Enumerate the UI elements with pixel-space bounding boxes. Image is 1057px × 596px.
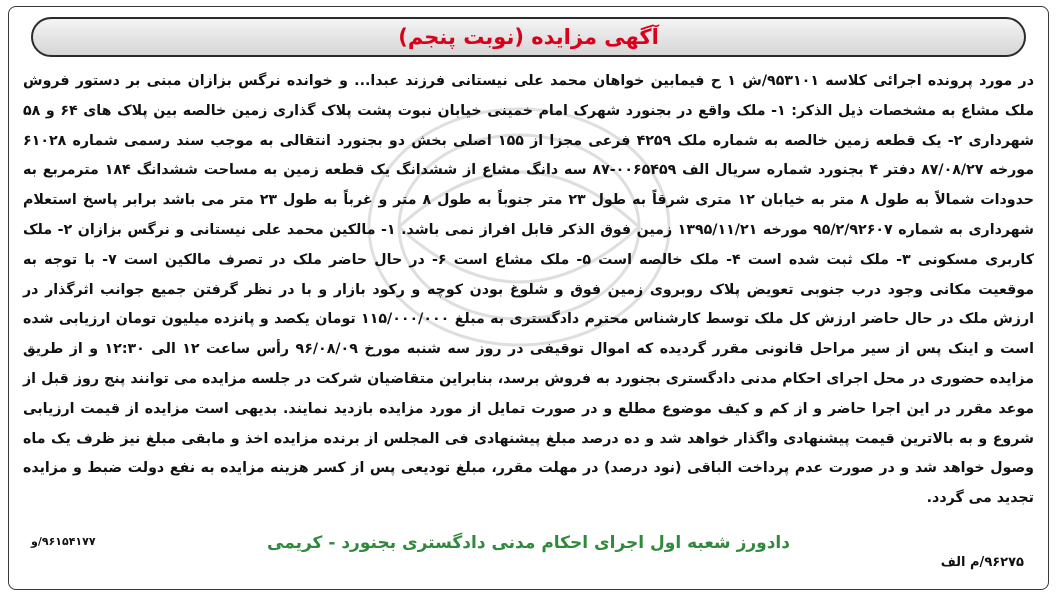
- reference-number-right: ۹۶۲۷۵/م الف: [940, 555, 1024, 570]
- notice-frame: [8, 6, 1049, 590]
- notice-footer: [23, 533, 1034, 579]
- title-bar: [31, 17, 1026, 57]
- issuing-authority: دادورز شعبه اول اجرای احکام مدنی دادگستری بجنورد - کریمی: [267, 533, 790, 553]
- notice-body-text: در مورد پرونده اجرائی کلاسه ۹۵۳۱۰۱/ش ۱ ح فیمابین خواهان محمد علی نیستانی فرزند عبدا... و خوانده نرگس بزازان مبنی بر دستور فروش ملک مشاع به مشخصات ذیل الذکر: ۱- ملک واقع در بجنورد شهرک امام خمینی خیابان نبوت پشت پلاک گذاری زمین خالصه بین پلاک های ۶۴ و ۵۸ شهرداری ۲- یک قطعه زمین خالصه به شماره ملک ۴۲۵۹ فرعی مجزا از ۱۵۵ اصلی بخش دو بجنورد انتقالی به موجب سند رسمی شماره ۶۱۰۲۸ مورخه ۸۷/۰۸/۲۷ دفتر ۴ بجنورد شماره سریال الف ۰۰۶۵۴۵۹-۸۷ سه دانگ مشاع از ششدانگ یک قطعه زمین به مساحت ششدانگ ۱۸۴ مترمربع به حدودات شمالاً به طول ۸ متر به خیابان ۱۲ متری شرقاً به طول ۲۳ متر جنوباً به طول ۸ متر و غرباً به طول ۲۳ متر می باشد برابر پاسخ استعلام شهرداری به شماره ۹۵/۲/۹۲۶۰۷ مورخه ۱۳۹۵/۱۱/۲۱ زمین فوق الذکر قابل افراز نمی باشد. ۱- مالکین محمد علی نیستانی و نرگس بزازان ۲- ملک کاربری مسکونی ۳- ملک ثبت شده است ۴- ملک خالصه است ۵- ملک مشاع است ۶- در حال حاضر ملک در تصرف مالکین است ۷- با توجه به موقعیت مکانی وجود درب جنوبی تعویض پلاک روبروی زمین فوق و شلوغ بودن کوچه و رکود بازار و با در نظر گرفتن جمیع جوانب اثرگذار در ارزش ملک در حال حاضر ارزش کل ملک توسط کارشناس محترم دادگستری به مبلغ ۱۱۵/۰۰۰/۰۰۰ تومان یکصد و پانزده میلیون تومان ارزیابی شده است و اینک پس از سیر مراحل قانونی مقرر گردیده که اموال توقیفی در روز سه شنبه مورخ ۹۶/۰۸/۰۹ رأس ساعت ۱۲ الی ۱۲:۳۰ و از طریق مزایده حضوری در محل اجرای احکام مدنی دادگستری بجنورد به فروش برسد، بنابراین متقاضیان شرکت در جلسه مزایده می توانند پنج روز قبل از موعد مقرر در این اجرا حاضر و از کم و کیف موضوع مطلع و در صورت تمایل از مورد مزایده بازدید نمایند. بدیهی است مزایده از قیمت ارزیابی شروع و به بالاترین قیمت پیشنهادی واگذار خواهد شد و ده درصد مبلغ پیشنهادی فی المجلس از برنده مزایده اخذ و مابقی مبلغ نیز ظرف یک ماه وصول خواهد شد و در صورت عدم پرداخت الباقی (نود درصد) در مهلت مقرر، مبلغ تودیعی پس از کسر هزینه مزایده به نفع دولت ضبط و مزایده تجدید می گردد.: [23, 73, 1035, 507]
- notice-title: آگهی مزایده (نوبت پنجم): [398, 25, 659, 49]
- reference-number-left: ۹۶۱۵۴۱۷۷/و: [31, 535, 96, 548]
- notice-title-banner: [31, 17, 1026, 57]
